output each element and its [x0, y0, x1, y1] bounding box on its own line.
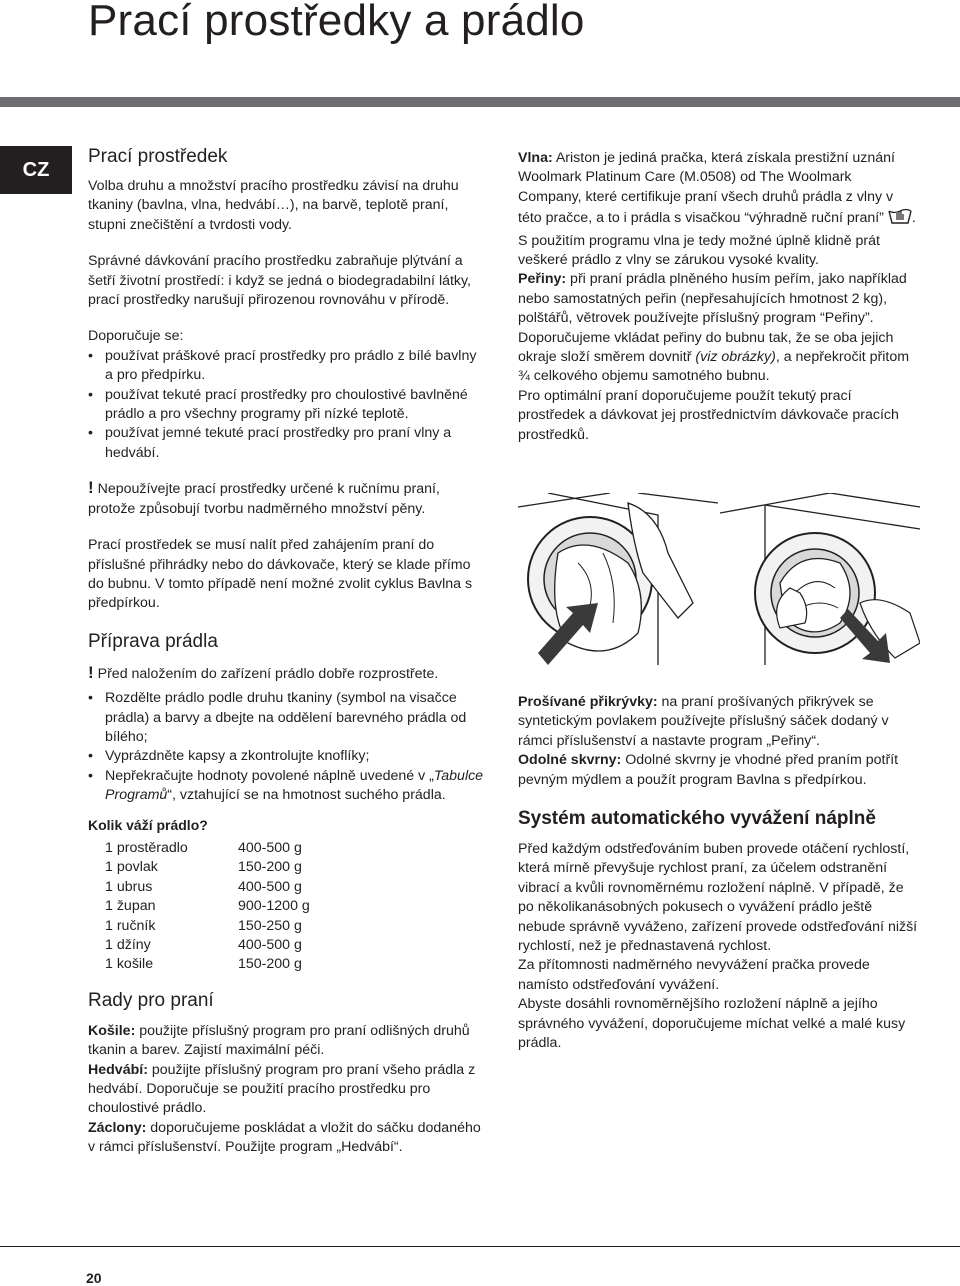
- tip-text: Ariston je jediná pračka, která získala prestižní uznání Woolmark Platinum Care (M.0508) od The Woolmark Company, které certifikuje praní všech druhů prádla z vlny v této pračce, a to i prádla s visačkou “výhradně ruční praní”: [518, 150, 895, 227]
- tip-text: , a nepřekročit přitom ¾ celkového objemu samotného bubnu.: [518, 349, 910, 385]
- preparation-heading: Příprava prádla: [88, 630, 218, 652]
- language-tab: CZ: [0, 146, 72, 194]
- detergent-paragraph-1: Volba druhu a množství pracího prostředku závisí na druhu tkaniny (bavlna, vlna, hedvábí…), na barvě, teplotě praní, stupni znečištění a tvrdosti vody.: [88, 178, 459, 233]
- tip-label: Záclony:: [88, 1119, 147, 1136]
- list-item: • používat práškové prací prostředky pro prádlo z bílé bavlny a pro předpírku.: [88, 347, 484, 386]
- left-column: [88, 146, 484, 1158]
- balance-heading: Systém automatického vyvážení náplně: [518, 808, 876, 830]
- detergent-paragraph-2: Správné dávkování pracího prostředku zabraňuje plýtvání a šetří životní prostředí: i když se jedná o biodegradabilní látky, prací prostředky narušují přirozenou rovnováhu v přírodě.: [88, 253, 471, 309]
- tip-text: doporučujeme poskládat a vložit do sáčku dodaného v rámci příslušenství. Použijte program „Hedvábí“.: [88, 1119, 481, 1156]
- footer-rule: [0, 1246, 960, 1247]
- weight-item: 1 ručník: [105, 917, 156, 934]
- page-number: 20: [86, 1270, 102, 1286]
- balance-paragraph-3: Abyste dosáhli rovnoměrnějšího rozložení náplně a jejího správného vyvážení, doporučujeme míchat velké a malé kusy prádla.: [518, 996, 906, 1052]
- table-row: [105, 878, 310, 897]
- hand-wash-icon: [888, 207, 912, 231]
- recommend-list: [88, 347, 484, 463]
- tip-feathers-detergent: Pro optimální praní doporučujeme použít tekutý prací prostředek a dávkovat jej prostřednictvím dávkovače pracích prostředků.: [518, 387, 899, 443]
- warning-text: Před naložením do zařízení prádlo dobře rozprostřete.: [93, 665, 439, 682]
- warning-text: Nepoužívejte prací prostředky určené k ručnímu praní, protože způsobují tvorbu nadměrného množství pěny.: [88, 481, 440, 517]
- duvet-loading-illustration-1: [518, 493, 718, 665]
- table-row: [105, 897, 310, 916]
- tip-label: Odolné skvrny:: [518, 752, 622, 769]
- weight-value: 150-200 g: [238, 956, 302, 973]
- weight-value: 900-1200 g: [238, 898, 310, 915]
- tip-label: Hedvábí:: [88, 1061, 148, 1078]
- weight-item: 1 prostěradlo: [105, 839, 188, 856]
- program-table-reference: Tabulce Programů: [105, 767, 484, 804]
- tip-text: . S použitím programu vlna je tedy možné úplně klidně prát veškeré prádlo z vlny se zárukou vysoké kvality.: [518, 210, 916, 269]
- tip-wool: [518, 149, 918, 270]
- tip-feathers: [518, 270, 918, 386]
- page-title: Prací prostředky a prádlo: [88, 0, 585, 45]
- detergent-heading: Prací prostředek: [88, 146, 228, 167]
- table-row: [105, 858, 310, 877]
- detergent-warning: [88, 478, 484, 519]
- list-item: • Rozdělte prádlo podle druhu tkaniny (symbol na visačce prádla) a barvy a dbejte na oddělení barevného prádla od bílého;: [88, 689, 484, 747]
- duvet-loading-illustration-2: [720, 493, 920, 665]
- tip-text: použijte příslušný program pro praní všeho prádla z hedvábí. Doporučuje se použití pracího prostředku pro choulostivé prádlo.: [88, 1061, 476, 1117]
- weight-value: 400-500 g: [238, 937, 302, 953]
- tip-text: na praní prošívaných přikrývek se syntetickým povlakem používejte příslušný sáček dodaný v rámci příslušenství a nastavte program „Peřiny“.: [518, 694, 889, 749]
- list-item: [88, 767, 484, 806]
- weights-table: [105, 839, 310, 975]
- weight-value: 150-250 g: [238, 917, 302, 934]
- preparation-warning: [88, 663, 484, 684]
- warning-mark: !: [88, 662, 94, 682]
- weight-value: 400-500 g: [238, 839, 302, 856]
- tip-text: použijte příslušný program pro praní odlišných druhů tkanin a barev. Zajistí maximální péči.: [88, 1022, 470, 1059]
- tip-silk: [88, 1061, 484, 1119]
- weight-item: 1 džíny: [105, 937, 151, 953]
- weight-value: 400-500 g: [238, 878, 302, 895]
- tip-text: při praní prádla plněného husím peřím, jako například nebo samostatných peřin (nepřesahujících hmotnost 2 kg), polštářů, větrovek používejte příslušný program “Peřiny”. Doporučujeme vkládat peřiny do bubnu tak, že se oba jejich okraje složí směrem dovnitř: [518, 271, 907, 366]
- weight-item: 1 župan: [105, 898, 156, 915]
- weight-item: 1 povlak: [105, 859, 158, 876]
- title-bar: [0, 97, 960, 107]
- list-item: • používat tekuté prací prostředky pro choulostivé bavlněné prádlo a pro všechny programy při nízké teplotě.: [88, 386, 484, 425]
- recommend-intro: Doporučuje se:: [88, 328, 184, 345]
- list-item-text: Nepřekračujte hodnoty povolené náplně uvedené v „: [105, 767, 434, 784]
- tip-label: Peřiny:: [518, 271, 567, 288]
- tip-label: Košile:: [88, 1022, 136, 1039]
- tip-stains: [518, 751, 918, 790]
- weight-item: 1 košile: [105, 956, 154, 973]
- table-row: [105, 936, 310, 955]
- right-column-top: [518, 149, 918, 445]
- list-item: • Vyprázdněte kapsy a zkontrolujte knoflíky;: [88, 747, 484, 766]
- list-item: • používat jemné tekuté prací prostředky pro praní vlny a hedvábí.: [88, 424, 484, 463]
- tip-label: Vlna:: [518, 150, 553, 166]
- table-row: [105, 839, 310, 858]
- detergent-paragraph-3: Prací prostředek se musí nalít před zahájením praní do příslušné přihrádky nebo do dávkovače, který se klade přímo do bubnu. V tomto případě není možné zvolit cyklus Bavlna s předpírkou.: [88, 537, 473, 612]
- right-column-bottom: [518, 693, 918, 1054]
- tips-heading: Rady pro praní: [88, 989, 214, 1011]
- tip-shirts: [88, 1022, 484, 1061]
- figures-reference: (viz obrázky): [695, 349, 776, 366]
- weights-heading: Kolik váží prádlo?: [88, 816, 208, 833]
- table-row: [105, 955, 310, 974]
- tip-text: Odolné skvrny je vhodné před praním potřít pevným mýdlem a použít program Bavlna s předpírkou.: [518, 752, 899, 788]
- balance-paragraph-2: Za přítomnosti nadměrného nevyvážení pračka provede namísto odstřeďování vyvážení.: [518, 957, 870, 993]
- tip-curtains: [88, 1119, 484, 1158]
- list-item-text: “, vztahující se na hmotnost suchého prádla.: [167, 787, 446, 804]
- tip-label: Prošívané přikrývky:: [518, 694, 658, 710]
- preparation-list: [88, 689, 484, 805]
- weight-value: 150-200 g: [238, 859, 302, 876]
- tip-quilts: [518, 693, 918, 751]
- table-row: [105, 917, 310, 936]
- weight-item: 1 ubrus: [105, 878, 153, 895]
- warning-mark: !: [88, 478, 94, 498]
- balance-paragraph-1: Před každým odstřeďováním buben provede otáčení rychlostí, která mírně převyšuje rychlost praní, za účelem odstranění vibrací a kvůli rovnoměrnému rozložení náplně. V případě, že po několikanásobných pokusech o vyvážení prádlo ještě nebude správně vyváženo, zařízení provede odstřeďování nižší rychlostí, než je přednastavená rychlost.: [518, 841, 918, 955]
